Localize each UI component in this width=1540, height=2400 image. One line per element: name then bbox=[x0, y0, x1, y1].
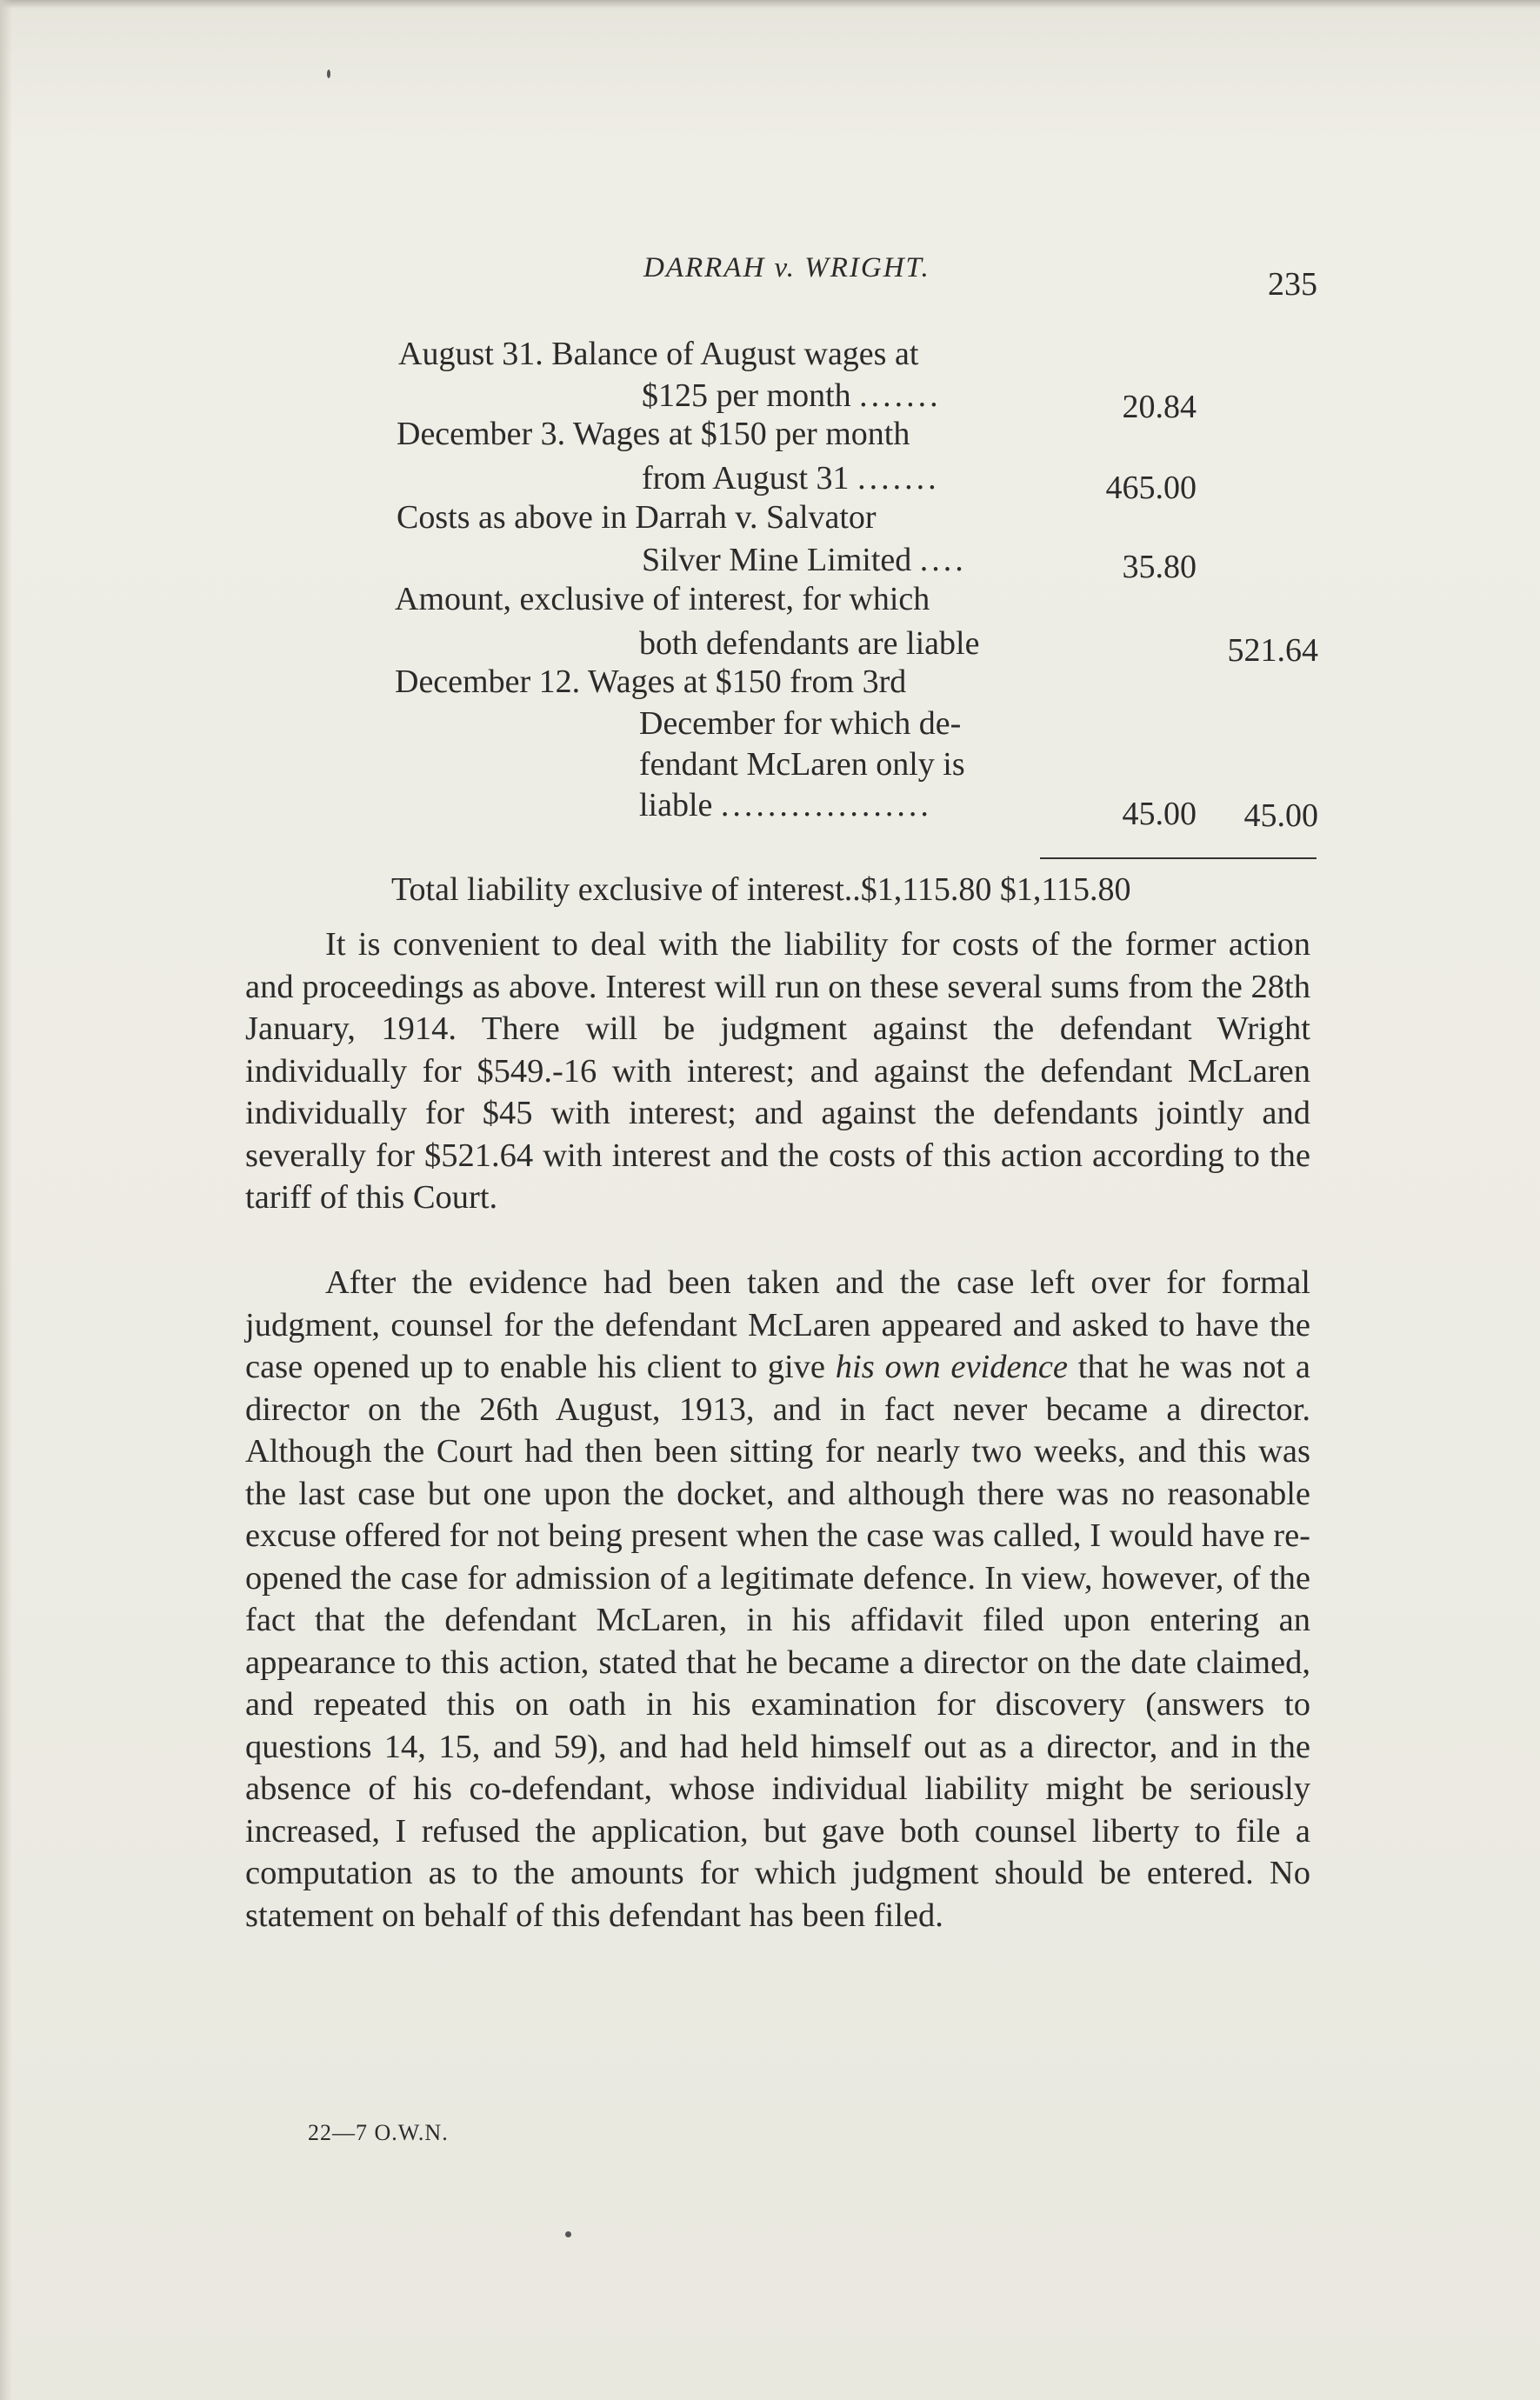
ledger-line-text: December for which de- bbox=[639, 705, 962, 742]
grand-total-amount: $1,115.80 bbox=[860, 871, 992, 908]
page-left-shadow bbox=[0, 0, 12, 2400]
ledger-line bbox=[639, 786, 932, 824]
page-top-shadow bbox=[0, 0, 1540, 9]
total-cell: 521.64 bbox=[1227, 632, 1318, 669]
dot-leaders: .. bbox=[843, 871, 861, 908]
amount-cell: 45.00 bbox=[1122, 796, 1197, 832]
paragraph-costs: It is convenient to deal with the liability for costs of the former action and proceedings as above. Interest will run on these several sums from the 28th January, 1914. There will be judgment against the defendant Wright individually for $549.-16 with interest; and against the defendant McLaren individually for $45 with interest; and against the defendants jointly and severally for $521.64 with interest and the costs of this action according to the tariff of this Court. bbox=[245, 926, 1310, 1216]
total-cell: 45.00 bbox=[1243, 797, 1318, 834]
ledger-line bbox=[398, 335, 918, 373]
paragraph-application bbox=[245, 1262, 1310, 1937]
grand-total-label: Total liability exclusive of interest bbox=[391, 871, 844, 908]
ledger-line-text: Costs as above in Darrah v. Salvator bbox=[397, 499, 877, 536]
ink-speck bbox=[565, 2231, 571, 2237]
ledger-line-text: liable bbox=[639, 787, 713, 823]
ledger-line bbox=[642, 541, 967, 579]
amount-cell: 465.00 bbox=[1105, 470, 1197, 506]
paragraph-text: that he was not a director on the 26th August, 1913, and in fact never became a director. Although the Court had then been sitting for nearly two weeks, and this was the last case but one upon the docket, and although there was no reasonable excuse offered for not being present when the case was called, I would have re-opened the case for admission of a legitimate defence. In view, however, of the fact that the defendant McLaren, in his affidavit filed upon entering an appearance to this action, stated that he became a director on the date claimed, and repeated this on oath in his examination for discovery (answers to questions 14, 15, and 59), and had held himself out as a director, and in the absence of his co-defendant, whose individual liability might be seriously increased, I refused the application, but gave both counsel liberty to file a computation as to the amounts for which judgment should be entered. No statement on behalf of this defendant has been filed. bbox=[245, 1349, 1310, 1934]
ledger-line-text: Silver Mine Limited bbox=[642, 542, 912, 578]
emphasis-text: his own evidence bbox=[835, 1349, 1069, 1385]
dot-leaders: .................. bbox=[720, 787, 932, 823]
ledger-line bbox=[642, 459, 940, 497]
ledger-line bbox=[639, 624, 979, 663]
ledger-line bbox=[397, 415, 910, 453]
ledger-line bbox=[642, 377, 942, 415]
ledger-line-text: Amount, exclusive of interest, for which bbox=[395, 581, 930, 617]
paragraph-text: After the evidence had been taken and the case left over for formal judgment, counsel for the defendant McLaren appeared and asked to have the case opened up to enable his client to give bbox=[245, 1264, 1310, 1385]
ledger-line bbox=[639, 745, 965, 783]
grand-total-total: $1,115.80 bbox=[999, 871, 1131, 908]
running-title: DARRAH v. WRIGHT. bbox=[643, 252, 930, 283]
dot-leaders: ....... bbox=[859, 377, 942, 414]
ledger-line-text: both defendants are liable bbox=[639, 625, 980, 662]
ledger-line bbox=[395, 580, 930, 618]
ledger-line-text: August 31. Balance of August wages at bbox=[398, 336, 919, 372]
grand-total-line bbox=[391, 870, 1130, 909]
amount-cell: 20.84 bbox=[1122, 389, 1197, 425]
dot-leaders: ....... bbox=[857, 460, 940, 497]
ledger-line-text: December 12. Wages at $150 from 3rd bbox=[395, 663, 907, 700]
printer-signature: 22—7 O.W.N. bbox=[308, 2120, 449, 2145]
ink-speck bbox=[327, 70, 330, 78]
page-number: 235 bbox=[1268, 266, 1317, 303]
amount-cell: 35.80 bbox=[1122, 549, 1197, 585]
ledger-line bbox=[395, 663, 906, 701]
ledger-line bbox=[639, 704, 961, 743]
ledger-line-text: from August 31 bbox=[642, 460, 850, 497]
ledger-line-text: December 3. Wages at $150 per month bbox=[397, 416, 910, 452]
sum-rule bbox=[1040, 857, 1317, 859]
ledger-line-text: $125 per month bbox=[642, 377, 851, 414]
ledger-line-text: fendant McLaren only is bbox=[639, 746, 965, 783]
dot-leaders: .... bbox=[919, 542, 967, 578]
ledger-line bbox=[397, 498, 877, 537]
